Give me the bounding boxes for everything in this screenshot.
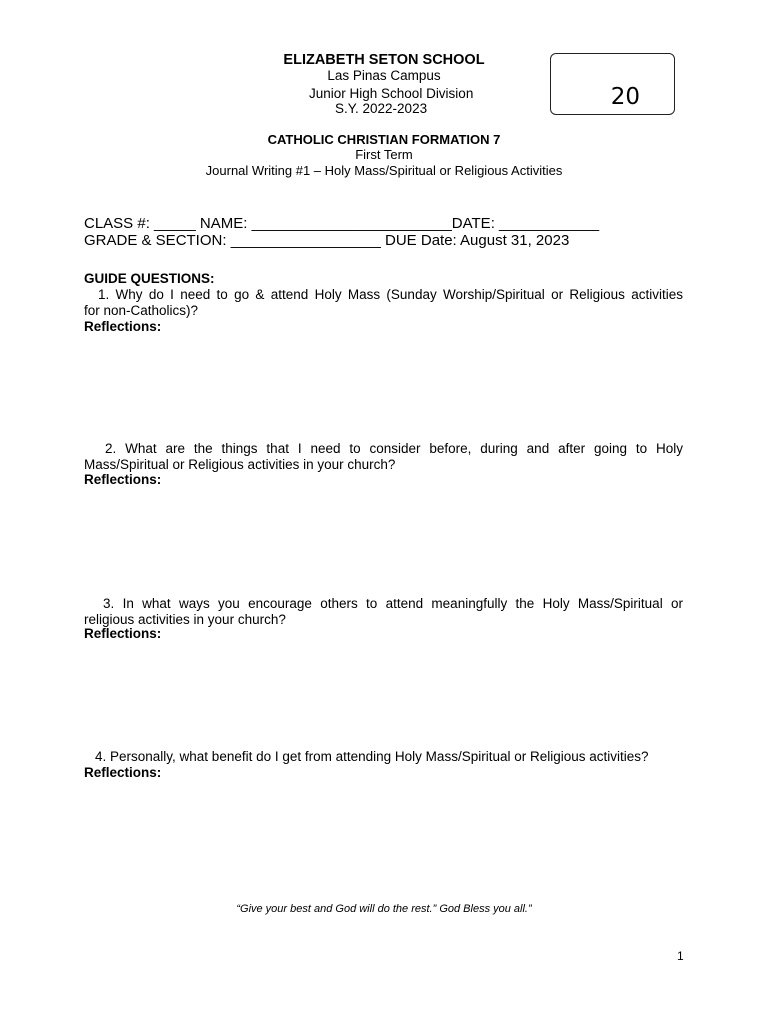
question-2-line-b: Mass/Spiritual or Religious activities in your church? bbox=[84, 457, 396, 472]
question-4-line-a: 4. Personally, what benefit do I get from attending Holy Mass/Spiritual or Religious activities? bbox=[95, 749, 649, 764]
school-name: ELIZABETH SETON SCHOOL bbox=[283, 52, 485, 68]
question-4 bbox=[84, 749, 683, 765]
guide-questions-heading: GUIDE QUESTIONS: bbox=[84, 271, 215, 286]
reflections-label-2: Reflections: bbox=[84, 472, 162, 487]
question-3 bbox=[84, 596, 683, 628]
question-1-line-b: for non-Catholics)? bbox=[84, 303, 199, 318]
question-2-line-a: 2. What are the things that I need to consider before, during and after going to Holy bbox=[105, 441, 683, 456]
school-year: S.Y. 2022-2023 bbox=[335, 101, 428, 116]
term-label: First Term bbox=[355, 147, 413, 162]
question-1-line-a: 1. Why do I need to go & attend Holy Mass (Sunday Worship/Spiritual or Religious activities bbox=[98, 287, 683, 302]
class-name-date-line[interactable]: CLASS #: _____ NAME: ________________________DATE: ____________ bbox=[84, 215, 600, 232]
journal-title: Journal Writing #1 – Holy Mass/Spiritual or Religious Activities bbox=[205, 163, 563, 178]
reflections-label-1: Reflections: bbox=[84, 319, 162, 334]
score-value: 20 bbox=[610, 84, 640, 110]
score-box bbox=[550, 53, 675, 115]
page-number: 1 bbox=[677, 949, 684, 963]
footer-quote: “Give your best and God will do the rest.” God Bless you all.” bbox=[236, 903, 532, 915]
reflections-label-3: Reflections: bbox=[84, 626, 162, 641]
course-title: CATHOLIC CHRISTIAN FORMATION 7 bbox=[267, 132, 501, 147]
campus-name: Las Pinas Campus bbox=[327, 68, 441, 83]
grade-section-due-line[interactable]: GRADE & SECTION: __________________ DUE Date: August 31, 2023 bbox=[84, 232, 570, 249]
question-3-line-a: 3. In what ways you encourage others to attend meaningfully the Holy Mass/Spiritual or bbox=[103, 596, 683, 611]
division-name: Junior High School Division bbox=[309, 86, 474, 101]
question-2 bbox=[84, 441, 683, 473]
question-1 bbox=[84, 287, 683, 319]
reflections-label-4: Reflections: bbox=[84, 765, 162, 780]
question-3-line-b: religious activities in your church? bbox=[84, 612, 286, 627]
